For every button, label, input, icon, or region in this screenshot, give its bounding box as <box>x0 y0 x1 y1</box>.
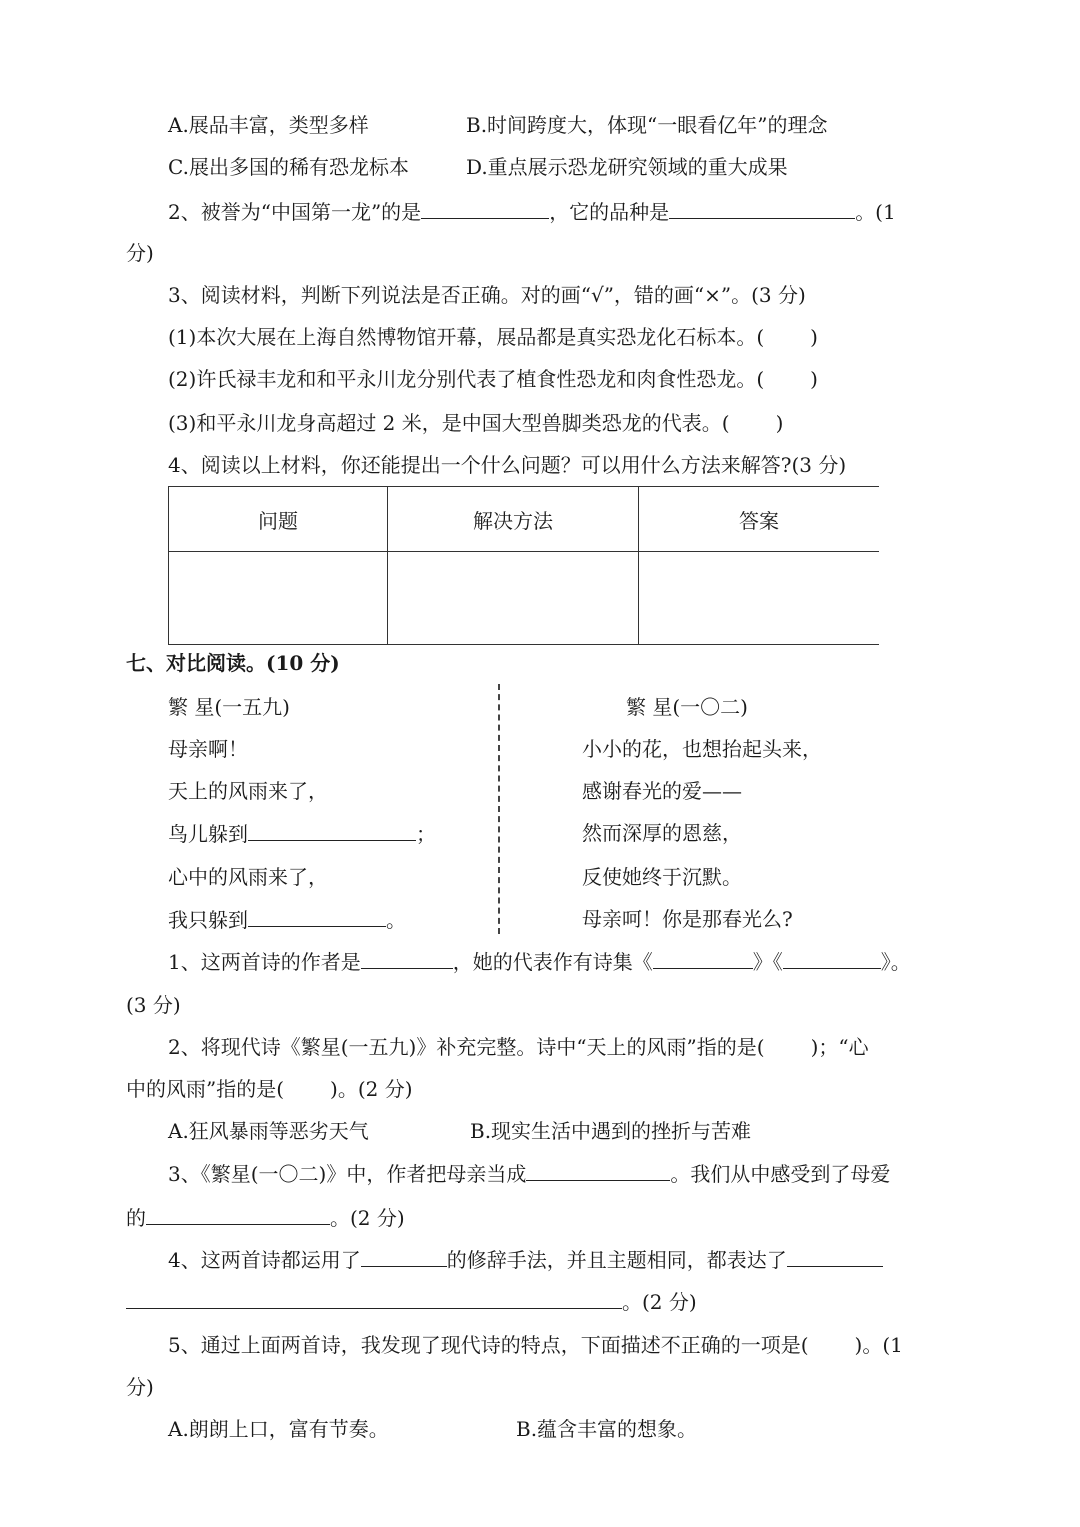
s7q4-blank-3[interactable] <box>126 1286 622 1309</box>
poem1-line-5-text: 我只躲到 <box>168 908 248 932</box>
poem1-line-3-end: ； <box>416 822 436 846</box>
q3-s1-text: (1)本次大展在上海自然博物馆开幕，展品都是真实恐龙化石标本。( <box>168 325 765 349</box>
s7q3-cont: 的 <box>126 1206 146 1230</box>
table-header-answer: 答案 <box>639 487 880 552</box>
q2-line <box>168 196 896 227</box>
s7q1-post: 》。 <box>880 950 911 974</box>
s7q5-option-b: B.蕴含丰富的想象。 <box>516 1417 698 1441</box>
s7q2-line-1-end: )；“心 <box>810 1035 869 1059</box>
q1-option-b: B.时间跨度大，体现“一眼看亿年”的理念 <box>466 113 828 137</box>
q3-s2-close: ) <box>810 367 818 391</box>
poem2-line-2: 感谢春光的爱—— <box>582 779 742 803</box>
s7q1-blank-book-1[interactable] <box>653 946 753 969</box>
poem1-line-3 <box>168 818 436 849</box>
poem1-line-4: 心中的风雨来了， <box>168 865 328 889</box>
table-cell-question[interactable] <box>169 552 388 645</box>
table-header-method: 解决方法 <box>388 487 639 552</box>
s7q5-line-1 <box>168 1330 903 1360</box>
s7q3-line-1 <box>168 1158 890 1189</box>
q2-cont: 分) <box>126 241 154 265</box>
s7q4-mid: 的修辞手法，并且主题相同，都表达了 <box>446 1248 787 1272</box>
q2-post: 。(1 <box>855 200 896 224</box>
s7q5-cont: 分) <box>126 1375 154 1399</box>
section-7-title: 七、对比阅读。(10 分) <box>126 651 340 675</box>
poem2-line-4: 反使她终于沉默。 <box>582 865 742 889</box>
s7q5-line-1-end: )。(1 <box>854 1333 903 1357</box>
q4-stem: 4、阅读以上材料，你还能提出一个什么问题？可以用什么方法来解答?(3 分) <box>168 453 847 477</box>
s7q4-blank-2[interactable] <box>787 1244 883 1267</box>
q3-statement-3 <box>168 408 783 438</box>
s7q4-blank-1[interactable] <box>361 1244 447 1267</box>
s7q4-end: 。(2 分) <box>622 1290 697 1314</box>
q3-stem: 3、阅读材料，判断下列说法是否正确。对的画“√”，错的画“×”。(3 分) <box>168 283 806 307</box>
poem1-blank-2[interactable] <box>248 904 386 927</box>
poem1-line-5 <box>168 904 406 935</box>
poem1-line-2: 天上的风雨来了， <box>168 779 328 803</box>
q2-blank-1[interactable] <box>421 196 549 219</box>
table-cell-method[interactable] <box>388 552 639 645</box>
q3-s3-close: ) <box>775 411 784 435</box>
poem-divider <box>498 684 500 934</box>
s7q3-pre: 3、《繁星(一〇二)》中，作者把母亲当成 <box>168 1162 527 1186</box>
s7q1-sep: 》《 <box>752 950 783 974</box>
poem2-line-3: 然而深厚的恩慈， <box>582 821 742 845</box>
s7q1-pre: 1、这两首诗的作者是 <box>168 950 361 974</box>
s7q3-blank-1[interactable] <box>526 1158 670 1181</box>
s7q2-option-b: B.现实生活中遇到的挫折与苦难 <box>470 1119 752 1143</box>
poem2-line-5: 母亲呵！你是那春光么? <box>582 907 793 931</box>
s7q2-line-2-text: 中的风雨”指的是( <box>126 1077 285 1101</box>
q1-option-d: D.重点展示恐龙研究领域的重大成果 <box>466 155 788 179</box>
poem1-line-3-text: 鸟儿躲到 <box>168 822 248 846</box>
s7q4-pre: 4、这两首诗都运用了 <box>168 1248 361 1272</box>
s7q3-line-2 <box>126 1202 405 1233</box>
table-cell-answer[interactable] <box>639 552 880 645</box>
poem2-title: 繁 星(一〇二) <box>626 695 748 719</box>
s7q1-blank-author[interactable] <box>361 946 453 969</box>
s7q1-cont: (3 分) <box>126 993 181 1017</box>
poem1-title: 繁 星(一五九) <box>168 695 290 719</box>
q2-mid: ，它的品种是 <box>549 200 670 224</box>
s7q3-post: 。我们从中感受到了母爱 <box>670 1162 891 1186</box>
s7q2-line-1-text: 2、将现代诗《繁星(一五九)》补充完整。诗中“天上的风雨”指的是( <box>168 1035 765 1059</box>
q3-statement-2 <box>168 364 818 394</box>
s7q1-line <box>168 946 911 977</box>
s7q2-line-2 <box>126 1074 413 1104</box>
poem1-line-1: 母亲啊！ <box>168 737 248 761</box>
s7q4-line-1 <box>168 1244 883 1275</box>
s7q5-option-a: A.朗朗上口，富有节奏。 <box>168 1417 389 1441</box>
q2-pre: 2、被誉为“中国第一龙”的是 <box>168 200 422 224</box>
s7q1-blank-book-2[interactable] <box>783 946 881 969</box>
poem2-line-1: 小小的花，也想抬起头来， <box>582 737 822 761</box>
q1-option-c: C.展出多国的稀有恐龙标本 <box>168 155 409 179</box>
poem1-line-5-end: 。 <box>386 908 406 932</box>
table-header-question: 问题 <box>169 487 388 552</box>
q1-option-a: A.展品丰富，类型多样 <box>168 113 369 137</box>
s7q3-end: 。(2 分) <box>330 1206 405 1230</box>
s7q2-option-a: A.狂风暴雨等恶劣天气 <box>168 1119 369 1143</box>
s7q5-line-1-text: 5、通过上面两首诗，我发现了现代诗的特点，下面描述不正确的一项是( <box>168 1333 809 1357</box>
q3-s1-close: ) <box>810 325 818 349</box>
q3-s3-text: (3)和平永川龙身高超过 2 米，是中国大型兽脚类恐龙的代表。( <box>168 411 730 435</box>
s7q3-blank-2[interactable] <box>146 1202 330 1225</box>
s7q2-line-1 <box>168 1032 869 1062</box>
answer-table <box>168 486 879 645</box>
q3-statement-1 <box>168 322 818 352</box>
q3-s2-text: (2)许氏禄丰龙和和平永川龙分别代表了植食性恐龙和肉食性恐龙。( <box>168 367 765 391</box>
s7q4-line-2 <box>126 1286 697 1317</box>
q2-blank-2[interactable] <box>669 196 855 219</box>
poem1-blank-1[interactable] <box>248 818 416 841</box>
s7q1-mid: ，她的代表作有诗集《 <box>452 950 653 974</box>
s7q2-line-2-end: )。(2 分) <box>330 1077 413 1101</box>
